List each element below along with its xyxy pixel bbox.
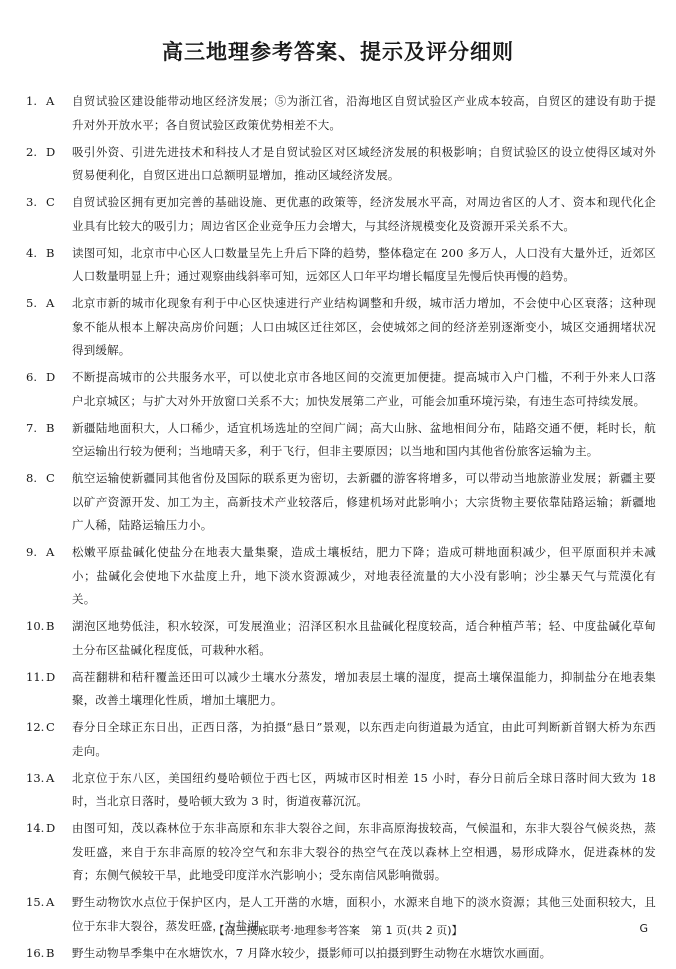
answer-letter: A	[46, 545, 55, 559]
answer-item	[26, 90, 656, 137]
answer-item	[26, 242, 656, 289]
explanation-text: 野生动物旱季集中在水塘饮水，7 月降水较少，摄影师可以拍摄到野生动物在水塘饮水画面。	[72, 945, 552, 960]
question-number: 2.	[26, 144, 37, 159]
answer-item	[26, 417, 656, 464]
answer-letter: A	[46, 94, 55, 108]
answer-letter: B	[46, 245, 55, 260]
question-number: 9.	[26, 545, 37, 559]
answer-list	[26, 90, 656, 969]
explanation-text: 自贸试验区拥有更加完善的基础设施、更优惠的政策等，经济发展水平高，对周边省区的人才、资本和现代化企业具有比较大的吸引力；周边省区企业竞争压力会增大，与其经济规模变化及资源开采关系不大。	[72, 195, 656, 233]
question-number: 1.	[26, 94, 37, 108]
answer-item	[26, 942, 656, 966]
answer-letter: B	[46, 420, 55, 435]
answer-letter: A	[46, 770, 55, 785]
answer-letter: D	[46, 144, 56, 159]
explanation-text: 北京市新的城市化现象有利于中心区快速进行产业结构调整和升级，城市活力增加，不会使中心区衰落；这种现象不能从根本上解决高房价问题；人口由城区迁往郊区，会使城郊之间的经济差别逐渐变小，城区交通拥堵状况得到缓解。	[72, 296, 656, 357]
answer-letter: B	[46, 619, 55, 633]
explanation-text: 新疆陆地面积大，人口稀少，适宜机场选址的空间广阔；高大山脉、盆地相间分布，陆路交通不便，耗时长，航空运输出行较为便利；当地晴天多，利于飞行，但非主要原因；以当地和国内其他省份旅客运输为主。	[72, 420, 656, 458]
explanation-text: 湖泡区地势低洼，积水较深，可发展渔业；沼泽区积水且盐碱化程度较高，适合种植芦苇；轻、中度盐碱化草甸土分布区盐碱化程度低，可栽种水稻。	[72, 619, 656, 657]
question-number: 16.	[26, 945, 45, 960]
answer-item	[26, 767, 656, 814]
answer-item	[26, 467, 656, 538]
question-number: 3.	[26, 195, 37, 209]
footer-text: 【高三摸底联考·地理参考答案 第 1 页(共 2 页)】	[213, 924, 463, 937]
question-number: 10.	[26, 619, 45, 633]
explanation-text: 由图可知，茂以森林位于东非高原和东非大裂谷之间，东非高原海拔较高，气候温和，东非大裂谷气候炎热，蒸发旺盛，来自于东非高原的较冷空气和东非大裂谷的热空气在茂以森林上空相遇，易形成降水，促进森林的发育；东侧气候较干旱，此地受印度洋水汽影响小；受东南信风影响微弱。	[72, 821, 656, 882]
explanation-text: 松嫩平原盐碱化使盐分在地表大量集聚，造成土壤板结，肥力下降；造成可耕地面积减少，但平原面积并未减小；盐碱化会使地下水盐度上升，地下淡水资源减少，对地表径流量的大小没有影响；沙尘暴天气与荒漠化有关。	[72, 545, 656, 606]
answer-item	[26, 141, 656, 188]
explanation-text: 高茬翻耕和秸秆覆盖还田可以减少土壤水分蒸发，增加表层土壤的湿度，提高土壤保温能力，抑制盐分在地表集聚，改善土壤理化性质，增加土壤肥力。	[72, 669, 656, 707]
answer-letter: C	[46, 471, 55, 485]
answer-letter: D	[46, 370, 56, 384]
explanation-text: 不断提高城市的公共服务水平，可以使北京市各地区间的交流更加便捷。提高城市入户门槛，不利于外来人口落户北京城区；与扩大对外开放窗口关系不大；加快发展第二产业，可能会加重环境污染，有违生态可持续发展。	[72, 370, 656, 408]
explanation-text: 野生动物饮水点位于保护区内，是人工开凿的水塘，面积小，水源来自地下的淡水资源；其他三处面积较大，且位于东非大裂谷，蒸发旺盛，为盐湖。	[72, 895, 656, 933]
answer-item	[26, 716, 656, 763]
explanation-text: 读图可知，北京市中心区人口数量呈先上升后下降的趋势，整体稳定在 200 多万人，人口没有大量外迁，近郊区人口数量明显上升；通过观察曲线斜率可知，远郊区人口年平均增长幅度呈先慢后快再慢的趋势。	[72, 245, 656, 283]
question-number: 15.	[26, 895, 45, 909]
question-number: 7.	[26, 420, 37, 435]
answer-item	[26, 541, 656, 612]
answer-letter: A	[46, 296, 55, 310]
question-number: 8.	[26, 471, 37, 485]
answer-item	[26, 292, 656, 363]
answer-letter: A	[46, 895, 55, 909]
answer-item	[26, 817, 656, 888]
explanation-text: 航空运输使新疆同其他省份及国际的联系更为密切，去新疆的游客将增多，可以带动当地旅游业发展；新疆主要以矿产资源开发、加工为主，高新技术产业较落后，修建机场对此影响小；大宗货物主要依靠陆路运输；新疆地广人稀，陆路运输压力小。	[72, 471, 656, 532]
answer-letter: B	[46, 945, 55, 960]
question-number: 4.	[26, 245, 37, 260]
explanation-text: 吸引外资、引进先进技术和科技人才是自贸试验区对区域经济发展的积极影响；自贸试验区的设立使得区域对外贸易便利化，自贸区进出口总额明显增加，推动区域经济发展。	[72, 144, 656, 182]
question-number: 11.	[26, 669, 45, 684]
page-title: 高三地理参考答案、提示及评分细则	[162, 40, 514, 64]
answer-item	[26, 191, 656, 238]
explanation-text: 北京位于东八区，美国纽约曼哈顿位于西七区，两城市区时相差 15 小时，春分日前后全球日落时间大致为 18 时，当北京日落时，曼哈顿大致为 3 时，街道夜幕沉沉。	[72, 770, 656, 808]
paper-code: G	[639, 922, 648, 935]
answer-letter: C	[46, 720, 55, 734]
answer-item	[26, 666, 656, 713]
answer-letter: D	[46, 669, 56, 684]
answer-item	[26, 366, 656, 413]
question-number: 12.	[26, 720, 45, 734]
explanation-text: 春分日全球正东日出，正西日落，为拍摄“悬日”景观，以东西走向街道最为适宜，由此可判断新首钢大桥为东西走向。	[72, 720, 656, 758]
answer-letter: C	[46, 195, 55, 209]
answer-item	[26, 615, 656, 662]
explanation-text: 自贸试验区建设能带动地区经济发展；⑤为浙江省，沿海地区自贸试验区产业成本较高，自贸区的建设有助于提升对外开放水平；各自贸试验区政策优势相差不大。	[72, 94, 656, 132]
answer-letter: D	[46, 821, 56, 835]
question-number: 5.	[26, 296, 37, 310]
question-number: 6.	[26, 370, 37, 384]
question-number: 13.	[26, 770, 45, 785]
question-number: 14.	[26, 821, 45, 835]
